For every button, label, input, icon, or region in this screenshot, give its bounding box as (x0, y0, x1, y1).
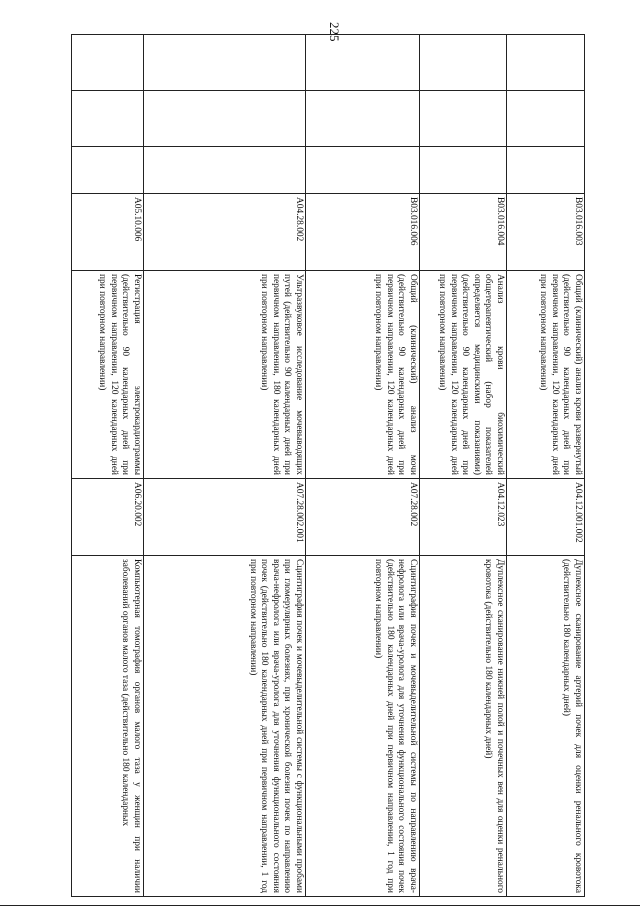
service-name-cell: Анализ крови биохимический общетерапевтический (набор показателей определяется медицинскими показаниями) (действительно 90 календарных дней при первичном направлении, 120 календарных дней при повторном направлении) (420, 271, 507, 479)
rotated-page-content (72, 34, 585, 896)
empty-cell (72, 91, 144, 147)
table-row (507, 35, 585, 897)
empty-cell (420, 91, 507, 147)
empty-cell (306, 91, 420, 147)
empty-cell (144, 147, 306, 194)
services-table (71, 34, 585, 897)
empty-cell (420, 35, 507, 91)
page-number: 225 (327, 22, 342, 42)
service-name-cell: Сцинтиграфия почек и мочевыделительной системы по направлению врача-нефролога или врача-уролога для уточнения функционального состояния почек (действительно 180 календарных дней при первичном направлении, 1 год при повторном направлении) (306, 556, 420, 897)
service-name-cell: Общий (клинический) анализ мочи (действительно 90 календарных дней при первичном направлении, 120 календарных дней при повторном направлении) (306, 271, 420, 479)
service-code-cell: B03.016.003 (507, 194, 585, 271)
empty-cell (420, 147, 507, 194)
service-code-cell: A07.28.002 (306, 479, 420, 556)
service-name-cell: Компьютерная томография органов малого таза у женщин при наличии заболеваний органов малого таза (действительно 180 календарных (72, 556, 144, 897)
service-name-cell: Дуплексное сканирование нижней полой и почечных вен для оценки ренального кровотока (действительно 180 календарных дней) (420, 556, 507, 897)
empty-cell (306, 147, 420, 194)
service-name-cell: Ультразвуковое исследование мочевыводящих путей (действительно 90 календарных дней при первичном направлении, 180 календарных дней при повторном направлении) (144, 271, 306, 479)
service-code-cell: A07.28.002.001 (144, 479, 306, 556)
empty-cell (144, 35, 306, 91)
table-row (420, 35, 507, 897)
service-name-cell: Общий (клинический) анализ крови развернутый (действительно 90 календарных дней при первичном направлении, 120 календарных дней при повторном направлении) (507, 271, 585, 479)
service-name-cell: Дуплексное сканирование артерий почек для оценки ренального кровотока (действительно 180 календарных дней) (507, 556, 585, 897)
service-code-cell: A05.10.006 (72, 194, 144, 271)
table-row (72, 35, 144, 897)
service-name-cell: Сцинтиграфия почек и мочевыделительной системы с функциональными пробами при гломерулярных болезнях, при хронической болезни почек по направлению врача-нефролога или врача-уролога для уточнения функционального состояния почек (действительно 180 календарных дней при первичном направлении, 1 год при повторном направлении) (144, 556, 306, 897)
service-name-cell: Регистрация электрокардиограммы (действительно 90 календарных дней при первичном направлении, 120 календарных дней при повторном направлении) (72, 271, 144, 479)
empty-cell (507, 35, 585, 91)
table-body (72, 35, 585, 897)
empty-cell (507, 91, 585, 147)
table-row (306, 35, 420, 897)
service-code-cell: A04.28.002 (144, 194, 306, 271)
bottom-margin-line (0, 905, 640, 906)
empty-cell (306, 35, 420, 91)
service-code-cell: B03.016.004 (420, 194, 507, 271)
service-code-cell: A06.20.002 (72, 479, 144, 556)
empty-cell (507, 147, 585, 194)
table-row (144, 35, 306, 897)
service-code-cell: A04.12.023 (420, 479, 507, 556)
empty-cell (72, 147, 144, 194)
service-code-cell: B03.016.006 (306, 194, 420, 271)
service-code-cell: A04.12.001.002 (507, 479, 585, 556)
empty-cell (72, 35, 144, 91)
empty-cell (144, 91, 306, 147)
